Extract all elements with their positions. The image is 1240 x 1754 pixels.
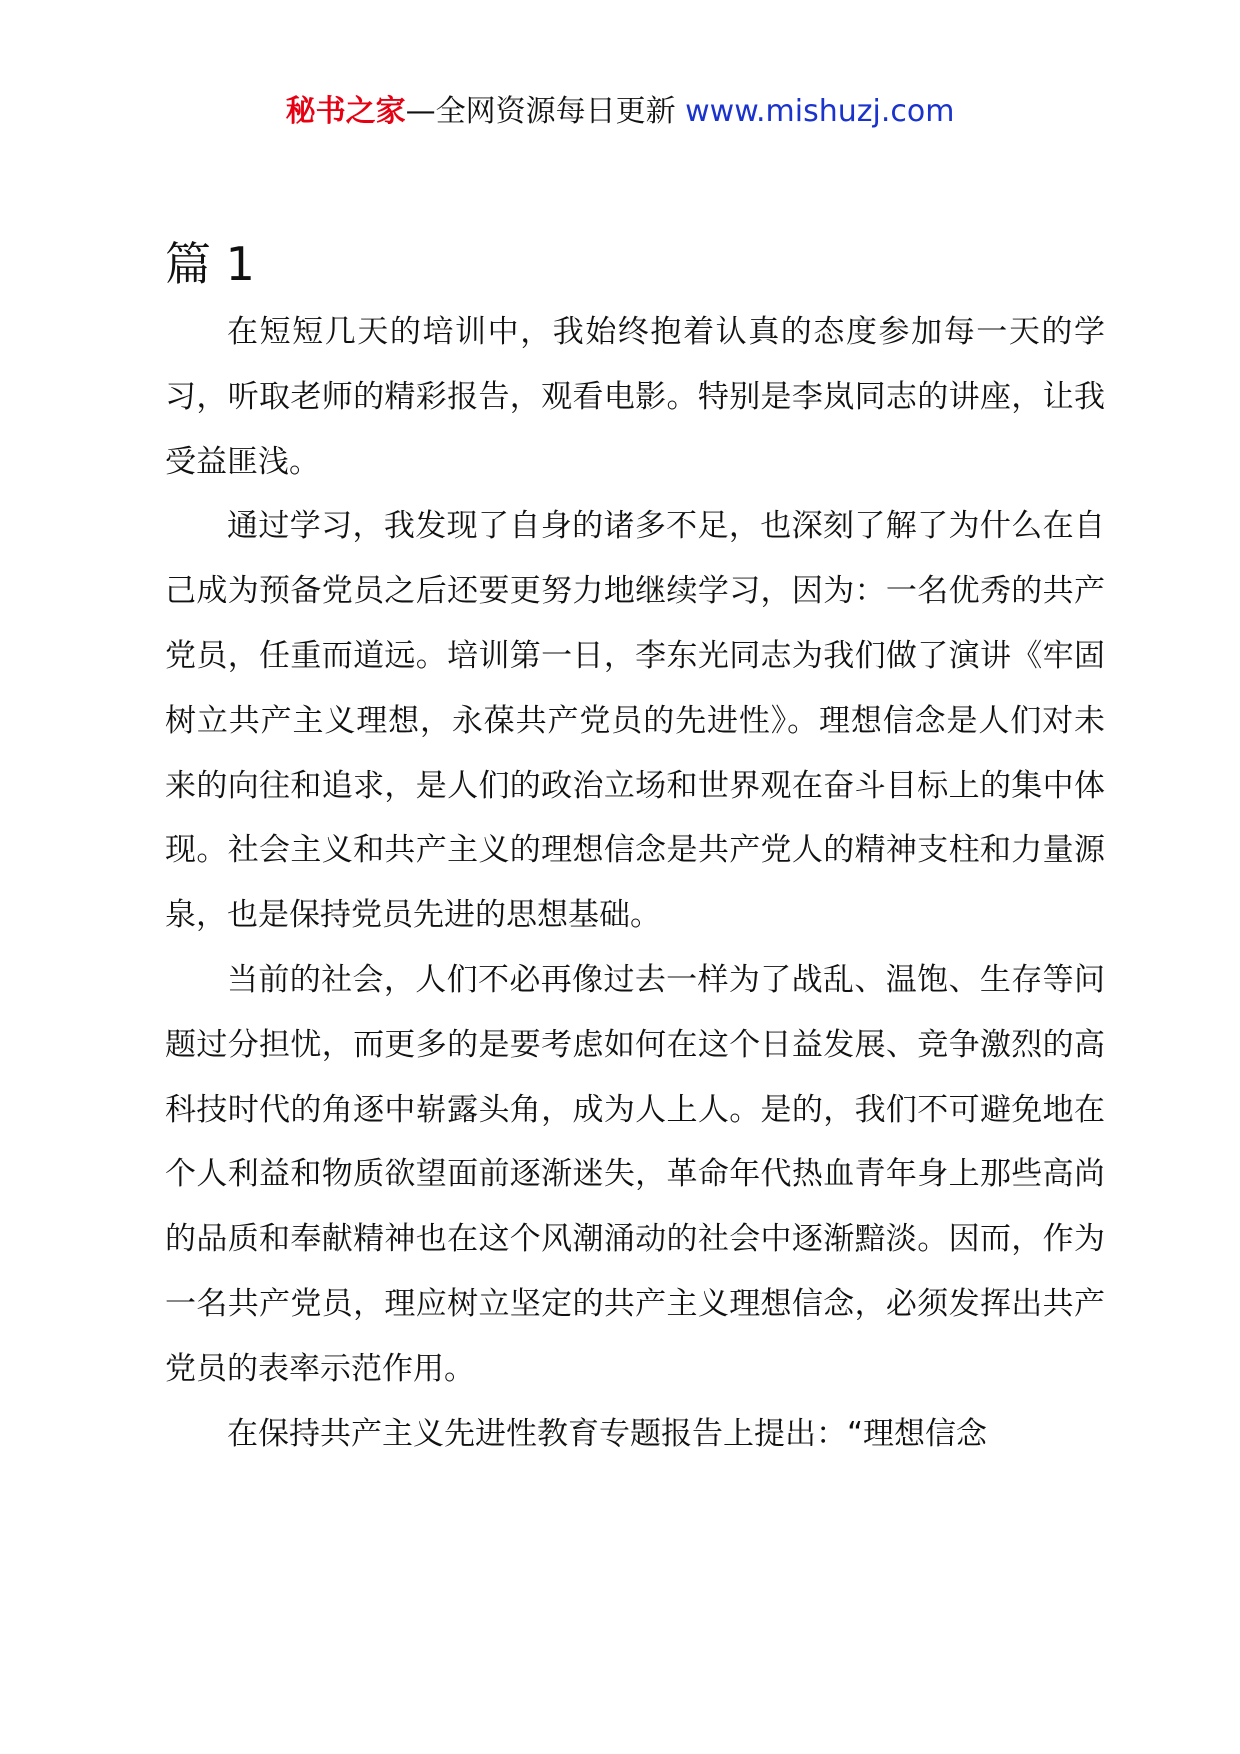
paragraph-4: 在保持共产主义先进性教育专题报告上提出：“理想信念 (227, 1415, 988, 1452)
paragraph-3: 当前的社会，人们不必再像过去一样为了战乱、温饱、生存等问题过分担忧，而更多的是要考虑如何在这个日益发展、竞争激烈的高科技时代的角逐中崭露头角，成为人上人。是的，我们不可避免地在个人利益和物质欲望面前逐渐迷失，革命年代热血青年身上那些高尚的品质和奉献精神也在这个风潮涌动的社会中逐渐黯淡。因而，作为一名共产党员，理应树立坚定的共产主义理想信念，必须发挥出共产党员的表率示范作用。 (165, 961, 1105, 1387)
site-tagline: —全网资源每日更新 (405, 94, 676, 129)
site-brand: 秘书之家 (285, 94, 406, 129)
site-header (0, 92, 1240, 132)
paragraph-2: 通过学习，我发现了自身的诸多不足，也深刻了解了为什么在自己成为预备党员之后还要更努力地继续学习，因为：一名优秀的共产党员，任重而道远。培训第一日，李东光同志为我们做了演讲《牢固树立共产主义理想，永葆共产党员的先进性》。理想信念是人们对未来的向往和追求，是人们的政治立场和世界观在奋斗目标上的集中体现。社会主义和共产主义的理想信念是共产党人的精神支柱和力量源泉，也是保持党员先进的思想基础。 (165, 508, 1105, 934)
document-body (165, 300, 1105, 1466)
section-heading: 篇 1 (165, 237, 255, 291)
paragraph-1: 在短短几天的培训中，我始终抱着认真的态度参加每一天的学习，听取老师的精彩报告，观看电影。特别是李岚同志的讲座，让我受益匪浅。 (165, 314, 1105, 480)
site-url-link[interactable]: www.mishuzj.com (685, 94, 955, 129)
